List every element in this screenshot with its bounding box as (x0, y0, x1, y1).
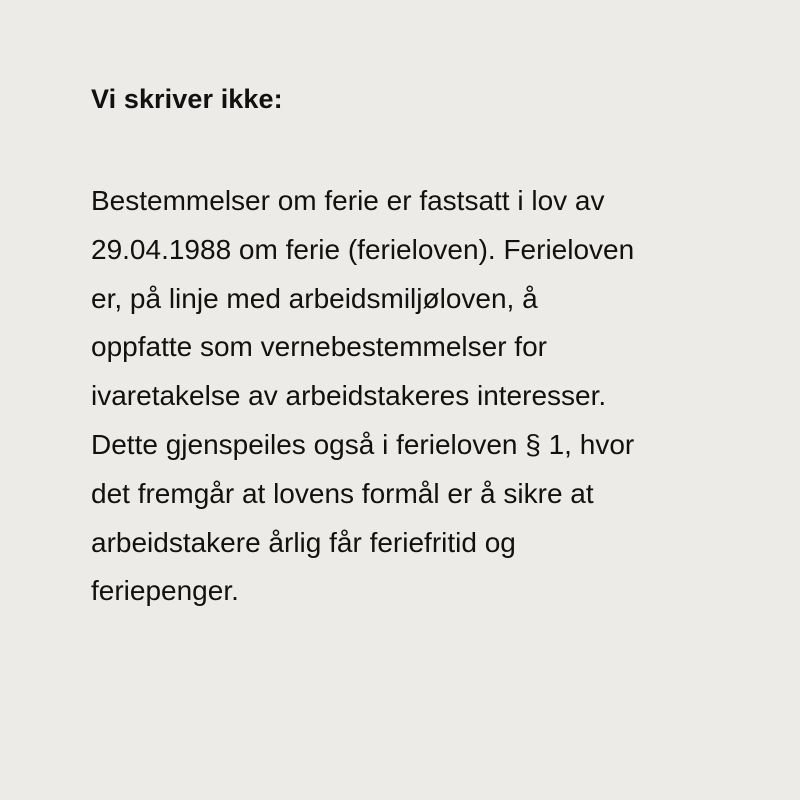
body-line: Bestemmelser om ferie er fastsatt i lov av (91, 185, 605, 216)
body-line: Dette gjenspeiles også i ferieloven § 1, hvor (91, 428, 635, 460)
body-line: ivaretakelse av arbeidstakeres interesser. (91, 380, 607, 412)
body-line: feriepenger. (91, 575, 239, 607)
body-line: arbeidstakere årlig får feriefritid og (91, 526, 516, 558)
body-line: er, på linje med arbeidsmiljøloven, å (91, 282, 538, 314)
body-line: det fremgår at lovens formål er å sikre at (91, 477, 594, 509)
body-line: 29.04.1988 om ferie (ferieloven). Ferieloven (91, 233, 635, 265)
heading: Vi skriver ikke: (91, 84, 283, 114)
body-line: oppfatte som vernebestemmelser for (91, 331, 547, 363)
body-paragraph (91, 180, 634, 619)
